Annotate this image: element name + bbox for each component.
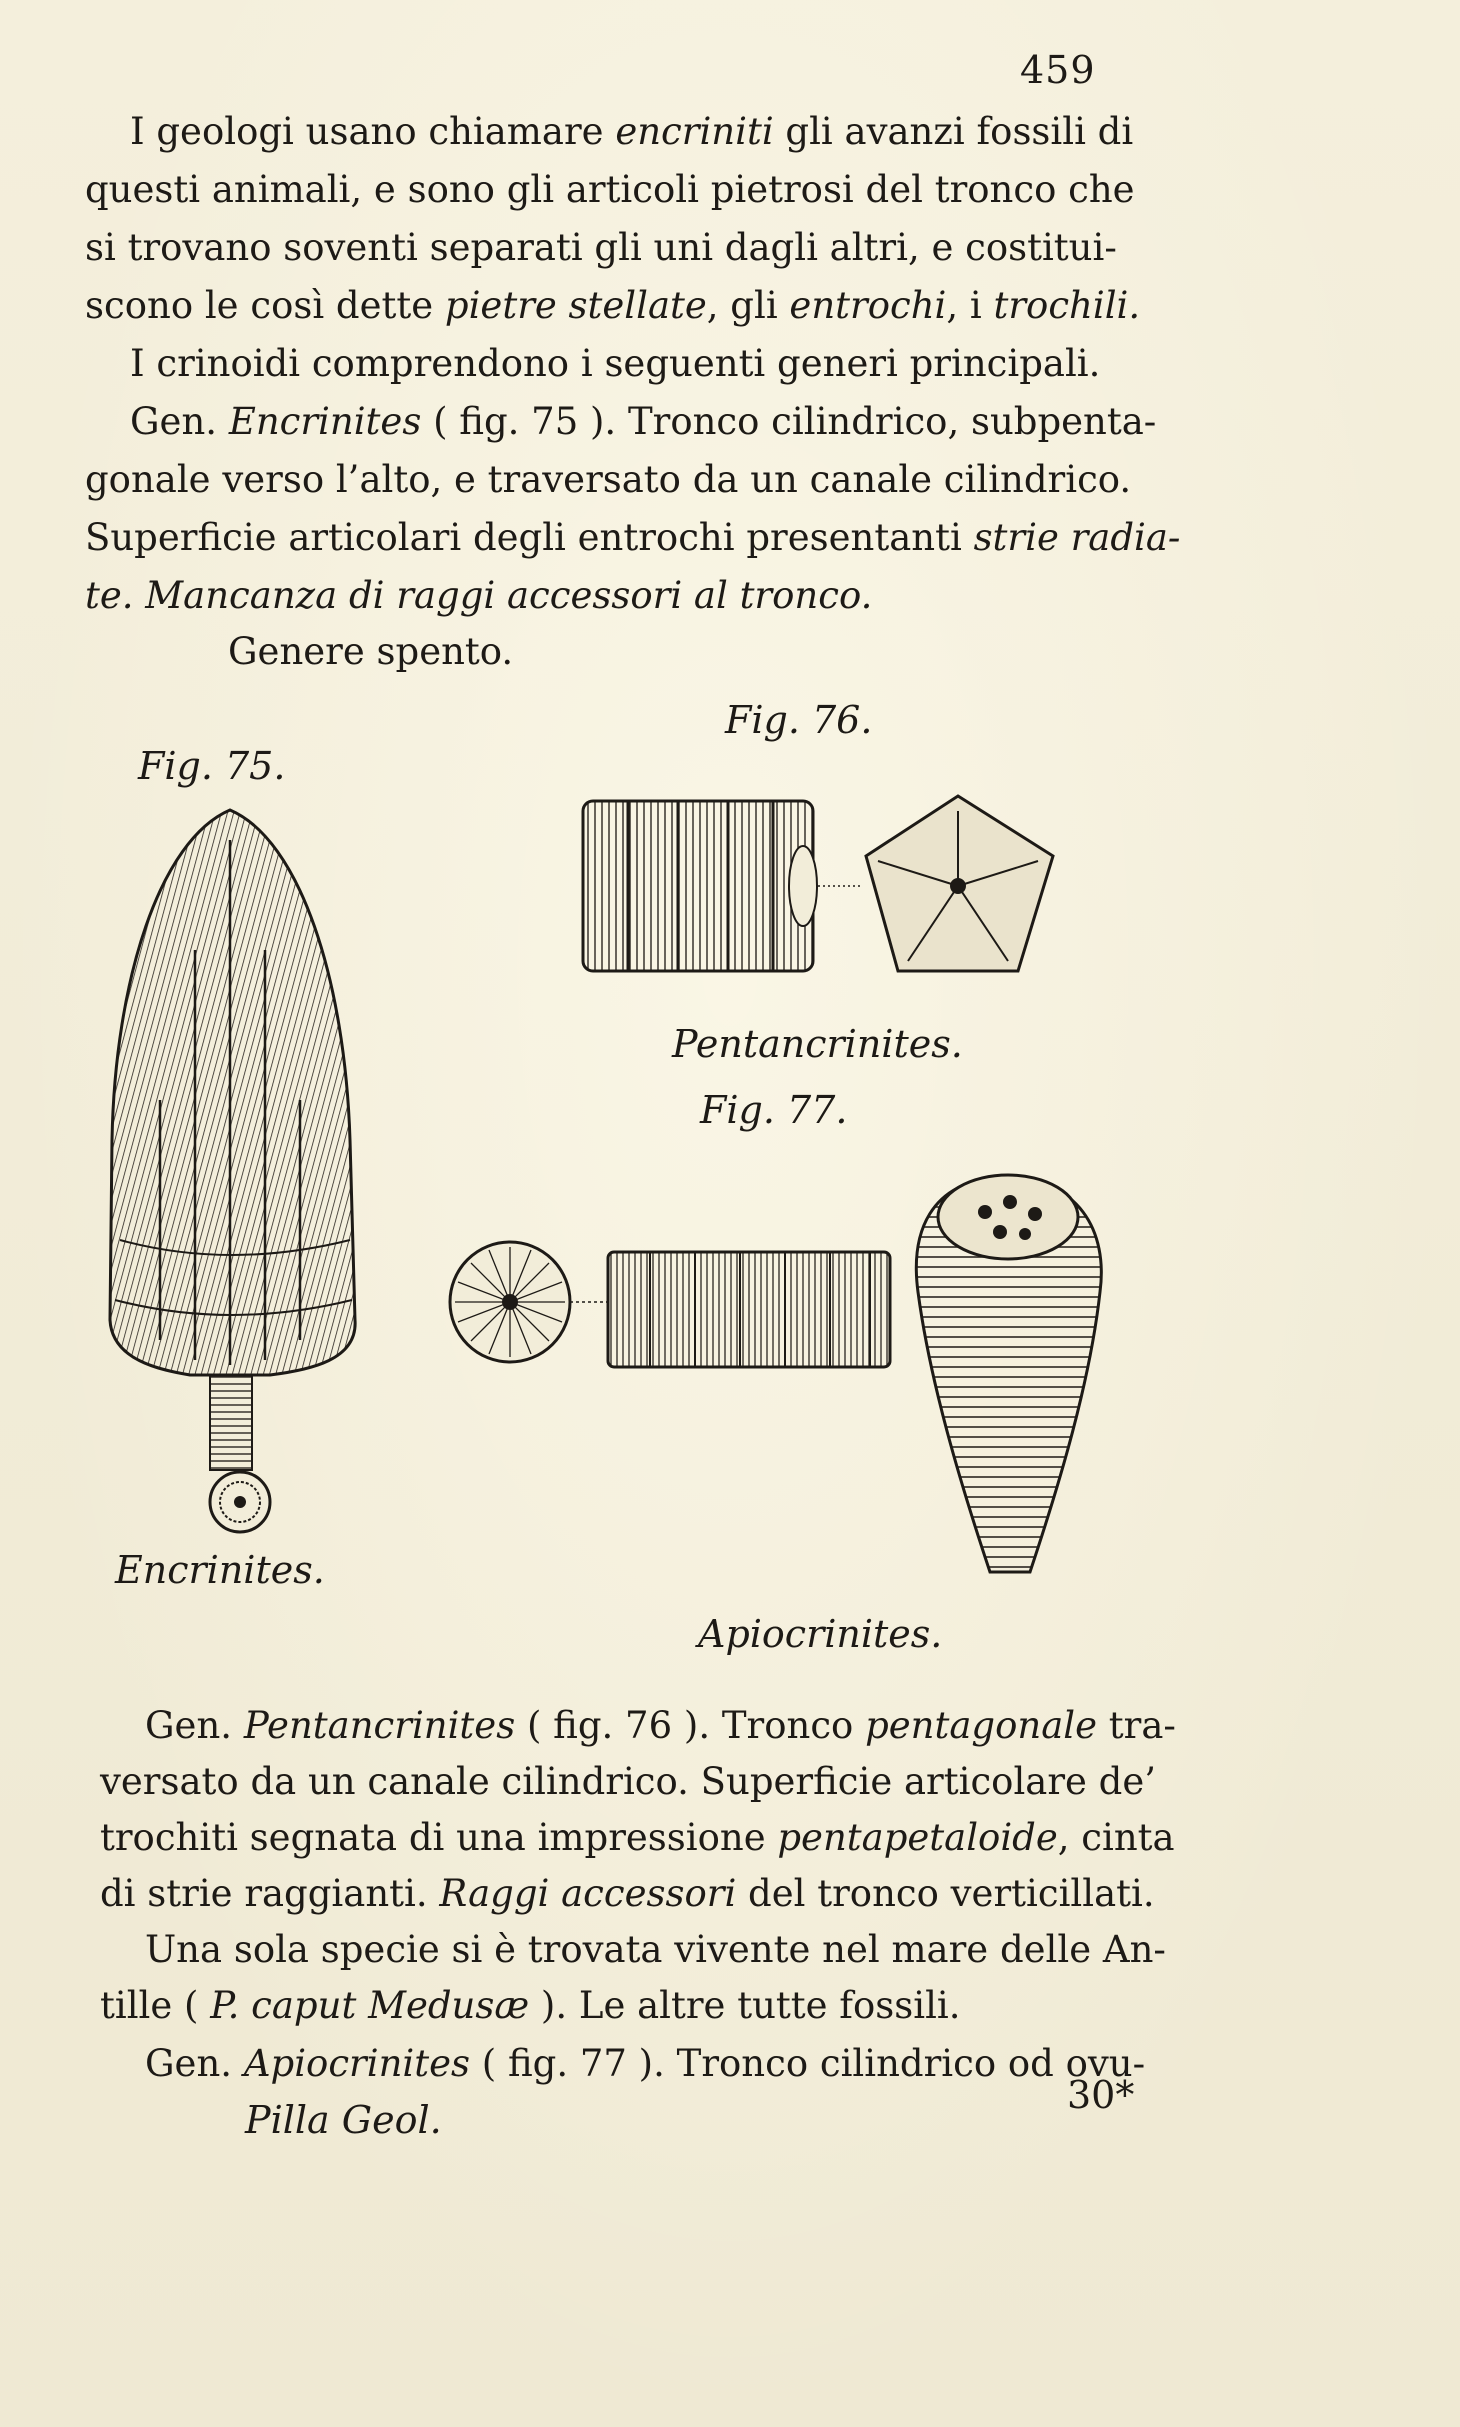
italic-term: Raggi accessori	[439, 1872, 737, 1915]
text-span: , i	[946, 284, 994, 327]
pentancrinites-line-6	[100, 1982, 961, 2030]
text-span: ( fig. 77 ). Tronco cilindrico od ovu-	[470, 2042, 1146, 2085]
text-span: del tronco verticillati.	[736, 1872, 1155, 1915]
text-line-2: questi animali, e sono gli articoli pietrosi del tronco che	[85, 168, 1135, 211]
italic-term: pentapetaloide	[777, 1816, 1058, 1859]
text-span: scono le così dette	[85, 284, 445, 327]
genus-name: Pentancrinites	[243, 1704, 516, 1747]
text-span: ( fig. 75 ). Tronco cilindrico, subpenta-	[421, 400, 1157, 443]
genus-name: Apiocrinites	[243, 2042, 470, 2085]
encrinites-line-5: Genere spento.	[228, 630, 514, 673]
pentancrinites-line-2: versato da un canale cilindrico. Superficie articolare de’	[100, 1760, 1157, 1803]
encrinites-line-4: te. Mancanza di raggi accessori al tronco.	[85, 574, 873, 617]
text-line-5: I crinoidi comprendono i seguenti generi principali.	[130, 342, 1101, 385]
text-span: tra-	[1097, 1704, 1176, 1747]
encrinites-line-3	[85, 514, 1180, 562]
fig77-label: Fig. 77.	[700, 1088, 848, 1132]
italic-term: pietre stellate	[444, 284, 707, 327]
encrinites-caption: Encrinites.	[115, 1548, 325, 1592]
fig76-label: Fig. 76.	[725, 698, 873, 742]
text-span: trochiti segnata di una impressione	[100, 1816, 778, 1859]
signature-mark: 30*	[1067, 2073, 1135, 2117]
text-span: ( fig. 76 ). Tronco	[515, 1704, 866, 1747]
pentancrinites-line-1	[145, 1702, 1176, 1750]
text-span: gli avanzi fossili di	[773, 110, 1134, 153]
text-span: Gen.	[145, 2042, 244, 2085]
text-span: Superficie articolari degli entrochi presentanti	[85, 516, 974, 559]
pentancrinites-caption: Pentancrinites.	[672, 1022, 963, 1066]
pentancrinites-illustration	[578, 786, 1068, 986]
pentancrinites-line-3	[100, 1814, 1175, 1862]
pentancrinites-line-5: Una sola specie si è trovata vivente nel mare delle An-	[145, 1928, 1166, 1971]
apiocrinites-line-1	[145, 2040, 1145, 2088]
italic-term: strie radia-	[973, 516, 1181, 559]
encrinites-illustration	[100, 800, 370, 1540]
text-span: tille (	[100, 1984, 211, 2027]
text-line-3: si trovano soventi separati gli uni dagli altri, e costitui-	[85, 226, 1117, 269]
encrinites-line-2: gonale verso l’alto, e traversato da un canale cilindrico.	[85, 458, 1132, 501]
fig75-label: Fig. 75.	[138, 744, 286, 788]
pentancrinites-line-4	[100, 1870, 1155, 1918]
text-line-1	[130, 108, 1133, 156]
text-span: Gen.	[130, 400, 229, 443]
italic-term: encriniti	[615, 110, 774, 153]
apiocrinites-illustration	[440, 1162, 1160, 1602]
encrinites-line-1	[130, 398, 1156, 446]
italic-term: pentagonale	[865, 1704, 1097, 1747]
page-number: 459	[1020, 48, 1096, 92]
species-name: P. caput Medusæ	[210, 1984, 530, 2027]
running-signature: Pilla Geol.	[245, 2098, 442, 2142]
italic-term: trochili.	[993, 284, 1141, 327]
text-span: ). Le altre tutte fossili.	[529, 1984, 961, 2027]
text-span: I geologi usano chiamare	[130, 110, 616, 153]
text-span: Gen.	[145, 1704, 244, 1747]
italic-term: entrochi	[789, 284, 947, 327]
genus-name: Encrinites	[228, 400, 422, 443]
apiocrinites-caption: Apiocrinites.	[698, 1612, 943, 1656]
text-span: di strie raggianti.	[100, 1872, 440, 1915]
text-span: , gli	[706, 284, 790, 327]
text-span: , cinta	[1057, 1816, 1175, 1859]
text-line-4	[85, 282, 1140, 330]
